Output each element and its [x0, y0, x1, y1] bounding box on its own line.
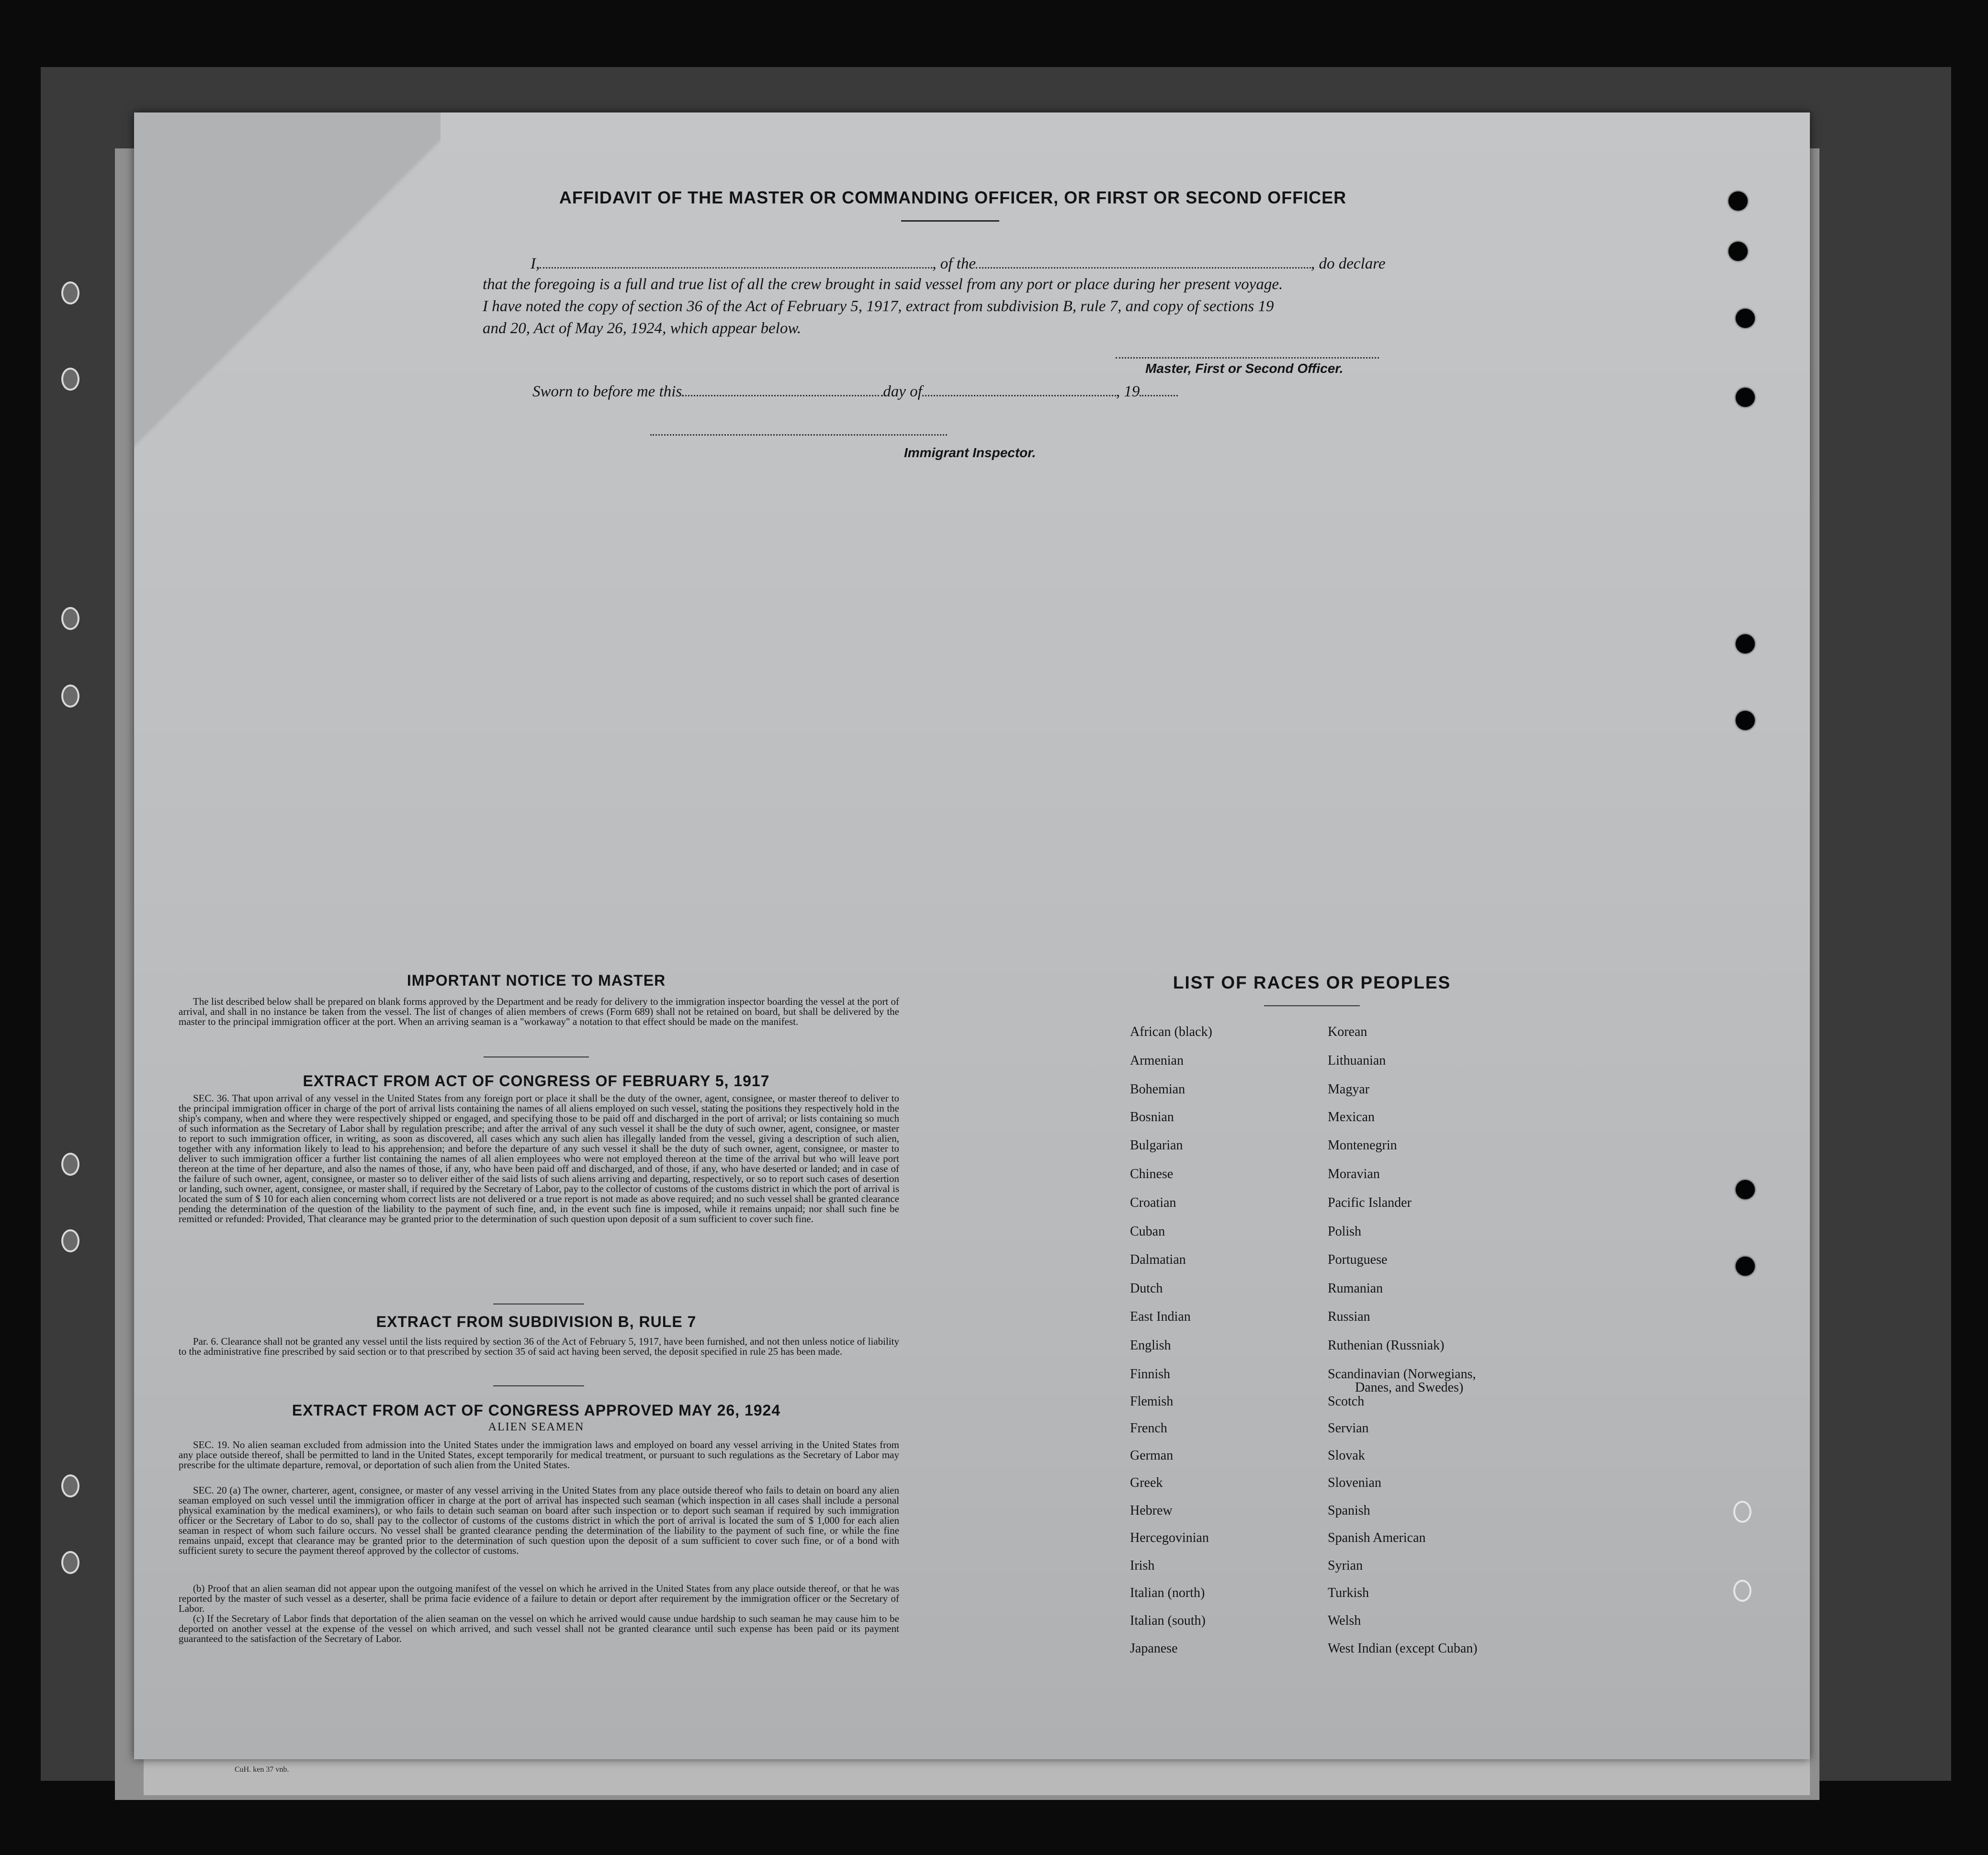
race-item: Spanish American	[1328, 1530, 1426, 1545]
punch-hole-icon	[1736, 309, 1755, 328]
race-item: Spanish	[1328, 1503, 1370, 1518]
race-item: Turkish	[1328, 1585, 1369, 1600]
race-item: Moravian	[1328, 1167, 1380, 1181]
binder-ring-icon	[61, 1153, 79, 1176]
sworn-line	[532, 383, 1178, 401]
binder-ring-icon	[61, 607, 79, 630]
race-item: Welsh	[1328, 1613, 1361, 1628]
blank-day[interactable]	[682, 395, 883, 396]
race-item: West Indian (except Cuban)	[1328, 1641, 1478, 1656]
punch-hole-icon	[1733, 1501, 1751, 1523]
extract-1924-heading: EXTRACT FROM ACT OF CONGRESS APPROVED MAY 26, 1924	[292, 1402, 781, 1419]
year-prefix: , 19	[1116, 383, 1140, 400]
punch-hole-icon	[1736, 1257, 1755, 1276]
notice-heading: IMPORTANT NOTICE TO MASTER	[407, 972, 666, 989]
race-item: Rumanian	[1328, 1281, 1383, 1296]
master-signature-line[interactable]	[1116, 357, 1379, 359]
race-item: Hebrew	[1130, 1503, 1173, 1518]
blank-master-name[interactable]	[540, 267, 932, 269]
race-item: Polish	[1328, 1224, 1362, 1239]
races-title-rule	[1264, 1005, 1360, 1006]
race-item: Finnish	[1130, 1367, 1171, 1382]
day-of-text: day of	[883, 383, 922, 400]
affidavit-line-1	[531, 255, 1385, 273]
race-item: Armenian	[1130, 1053, 1184, 1068]
sworn-text: Sworn to before me this	[532, 383, 682, 400]
notice-body: The list described below shall be prepared on blank forms approved by the Department and be ready for delivery to the immigration inspector boarding the vessel at the port of arrival, and shall in no instance be taken from the vessel. The list of changes of alien members of crews (Form 689) shall not be retained on board, but shall be delivered by the master to the principal immigration officer at the port. When an arriving seaman is a "workaway" a notation to that effect should be made on the manifest.	[179, 996, 899, 1027]
affidavit-line-3: I have noted the copy of section 36 of the Act of February 5, 1917, extract from subdivision B, rule 7, and copy of sections 19	[483, 298, 1274, 315]
race-item: Scotch	[1328, 1394, 1365, 1409]
race-item: Japanese	[1130, 1641, 1178, 1656]
punch-hole-icon	[1736, 1180, 1755, 1199]
binder-ring-icon	[61, 1551, 79, 1574]
blank-vessel-name[interactable]	[976, 267, 1311, 269]
binder-ring-icon	[61, 1229, 79, 1252]
inspector-signature-line[interactable]	[650, 434, 947, 436]
affidavit-i: I,	[531, 255, 540, 272]
race-item: African (black)	[1130, 1024, 1212, 1039]
section-divider	[493, 1385, 584, 1386]
punch-hole-icon	[1736, 711, 1755, 730]
race-item: German	[1130, 1448, 1174, 1463]
binder-ring-icon	[61, 368, 79, 391]
binder-ring-icon	[61, 281, 79, 304]
binder-ring-icon	[61, 685, 79, 708]
race-item: Mexican	[1328, 1110, 1375, 1124]
race-item: Ruthenian (Russniak)	[1328, 1338, 1445, 1353]
race-item: Cuban	[1130, 1224, 1165, 1239]
race-item: Magyar	[1328, 1082, 1370, 1097]
race-item: Lithuanian	[1328, 1053, 1386, 1068]
blank-year[interactable]	[1140, 395, 1178, 396]
race-item: Greek	[1130, 1475, 1163, 1490]
race-item: Croatian	[1130, 1195, 1176, 1210]
blank-month[interactable]	[922, 395, 1116, 396]
punch-hole-icon	[1728, 191, 1748, 211]
sec-20c-body: (c) If the Secretary of Labor finds that deportation of the alien seaman on the vessel on which he arrived would cause undue hardship to such seaman he may cause him to be deported on another vessel at the expense of the vessel on which arrived, and such vessel shall not be granted clearance until such expense has been paid or its payment guaranteed to the satisfaction of the Secretary of Labor.	[179, 1613, 899, 1644]
race-item: French	[1130, 1421, 1167, 1436]
race-item: Russian	[1328, 1309, 1370, 1324]
race-item: Italian (south)	[1130, 1613, 1206, 1628]
master-caption: Master, First or Second Officer.	[1145, 361, 1344, 376]
race-item: Danes, and Swedes)	[1355, 1380, 1464, 1395]
race-item: Hercegovinian	[1130, 1530, 1209, 1545]
race-item: Bulgarian	[1130, 1138, 1183, 1153]
race-item: Irish	[1130, 1558, 1155, 1573]
race-item: Dutch	[1130, 1281, 1163, 1296]
race-item: Servian	[1328, 1421, 1369, 1436]
race-item: Chinese	[1130, 1167, 1174, 1181]
race-item: Slovenian	[1328, 1475, 1381, 1490]
race-item: Slovak	[1328, 1448, 1365, 1463]
affidavit-line-4: and 20, Act of May 26, 1924, which appear below.	[483, 320, 802, 337]
race-item: Portuguese	[1328, 1252, 1388, 1267]
race-item: East Indian	[1130, 1309, 1191, 1324]
race-item: English	[1130, 1338, 1171, 1353]
races-heading: LIST OF RACES OR PEOPLES	[1173, 973, 1451, 992]
affidavit-do-declare: , do declare	[1310, 255, 1386, 272]
race-item: Flemish	[1130, 1394, 1174, 1409]
affidavit-of-the: , of the	[932, 255, 976, 272]
printer-mark: CuH. ken 37 vnb.	[235, 1765, 289, 1774]
inspector-caption: Immigrant Inspector.	[904, 445, 1036, 460]
race-item: Korean	[1328, 1024, 1367, 1039]
sec-20b-body: (b) Proof that an alien seaman did not appear upon the outgoing manifest of the vessel on which he arrived in the United States from any place outside thereof, or that he was reported by the master of such vessel as a deserter, shall be prima facie evidence of a failure to detain or deport after requirement by the immigration officer or the Secretary of Labor.	[179, 1583, 899, 1614]
punch-hole-icon	[1728, 242, 1748, 261]
sec-20a-body: SEC. 20 (a) The owner, charterer, agent, consignee, or master of any vessel arriving in the United States from any place outside thereof who fails to detain on board any alien seaman employed on such vessel until the immigration officer in charge at the port of arrival has inspected such seaman (which inspection in all cases shall include a personal physical examination by the medical examiners), or who fails to detain such seaman on board after such inspection or to deport such seaman if required by such immigration officer or the Secretary of Labor to do so, shall pay to the collector of customs of the customs district in which the port of arrival is located the sum of $ 1,000 for each alien seaman in respect of whom such failure occurs. No vessel shall be granted clearance pending the determination of the liability to the payment of such fine, or while the fine remains unpaid, except that clearance may be granted prior to the determination of such question upon the deposit of a sum sufficient to cover such fine, or of a bond with sufficient surety to secure the payment thereof approved by the collector of customs.	[179, 1484, 899, 1556]
race-item: Bosnian	[1130, 1110, 1174, 1124]
race-item: Scandinavian (Norwegians,	[1328, 1367, 1476, 1382]
subdivision-b-body: Par. 6. Clearance shall not be granted any vessel until the lists required by section 36 of the Act of February 5, 1917, have been furnished, and not then unless notice of liability to the administrative fine prescribed by said section or to that prescribed by section 35 of said act having been served, the deposit specified in rule 25 has been made.	[179, 1336, 899, 1357]
extract-1917-heading: EXTRACT FROM ACT OF CONGRESS OF FEBRUARY 5, 1917	[303, 1072, 770, 1090]
race-item: Pacific Islander	[1328, 1195, 1412, 1210]
affidavit-title: AFFIDAVIT OF THE MASTER OR COMMANDING OFFICER, OR FIRST OR SECOND OFFICER	[559, 188, 1347, 207]
alien-seamen-subheading: ALIEN SEAMEN	[488, 1421, 585, 1433]
race-item: Montenegrin	[1328, 1138, 1397, 1153]
title-rule	[901, 220, 999, 222]
race-item: Syrian	[1328, 1558, 1363, 1573]
race-item: Italian (north)	[1130, 1585, 1205, 1600]
punch-hole-icon	[1733, 1580, 1751, 1602]
subdivision-b-heading: EXTRACT FROM SUBDIVISION B, RULE 7	[376, 1313, 697, 1330]
punch-hole-icon	[1736, 634, 1755, 653]
affidavit-line-2: that the foregoing is a full and true list of all the crew brought in said vessel from any port or place during her present voyage.	[483, 276, 1283, 293]
binder-ring-icon	[61, 1474, 79, 1497]
race-item: Bohemian	[1130, 1082, 1186, 1097]
race-item: Dalmatian	[1130, 1252, 1186, 1267]
punch-hole-icon	[1736, 388, 1755, 407]
folded-corner	[134, 112, 441, 495]
sec-19-body: SEC. 19. No alien seaman excluded from admission into the United States under the immigration laws and employed on board any vessel arriving in the United States from any place outside thereof, shall be permitted to land in the United States, except temporarily for medical treatment, or pursuant to such regulations as the Secretary of Labor may prescribe for the ultimate departure, removal, or deportation of such alien from the United States.	[179, 1439, 899, 1471]
extract-1917-body: SEC. 36. That upon arrival of any vessel in the United States from any foreign port or place it shall be the duty of the owner, agent, consignee, or master thereof to deliver to the principal immigration officer in charge of the port of arrival lists containing the names of all aliens employed on such vessel, stating the positions they respectively hold in the ship's company, when and where they were respectively shipped or engaged, and specifying those to be paid off and discharged in the port of arrival; or lists containing so much of such information as the Secretary of Labor shall by regulation prescribe; and after the arrival of any such vessel it shall be the duty of such owner, agent, consignee, or master to report to such immigration officer, in writing, as soon as discovered, all cases which any such alien has illegally landed from the vessel, giving a description of such alien, together with any information likely to lead to his apprehension; and before the departure of any such vessel it shall be the duty of such owner, agent, consignee, or master to deliver to such immigration officer a further list containing the names of all alien employees who were not employed thereon at the time of the arrival but who will leave port thereon at the time of her departure, and also the names of those, if any, who have been paid off and discharged, and of those, if any, who have deserted or landed; and in case of the failure of such owner, agent, consignee, or master so to deliver either of the said lists of such aliens arriving and departing, respectively, or so to report such cases of desertion or landing, such owner, agent, consignee, or master shall, if required by the Secretary of Labor, pay to the collector of customs of the customs district in which the port of arrival is located the sum of $ 10 for each alien concerning whom correct lists are not delivered or a true report is not made as above required; and no such vessel shall be granted clearance pending the determination of the question of the liability to the payment of such fine, and, in the event such fine is imposed, while it remains unpaid; nor shall such fine be remitted or refunded: Provided, That clearance may be granted prior to the determination of such question upon deposit of a sum sufficient to cover such fine.	[179, 1092, 899, 1225]
